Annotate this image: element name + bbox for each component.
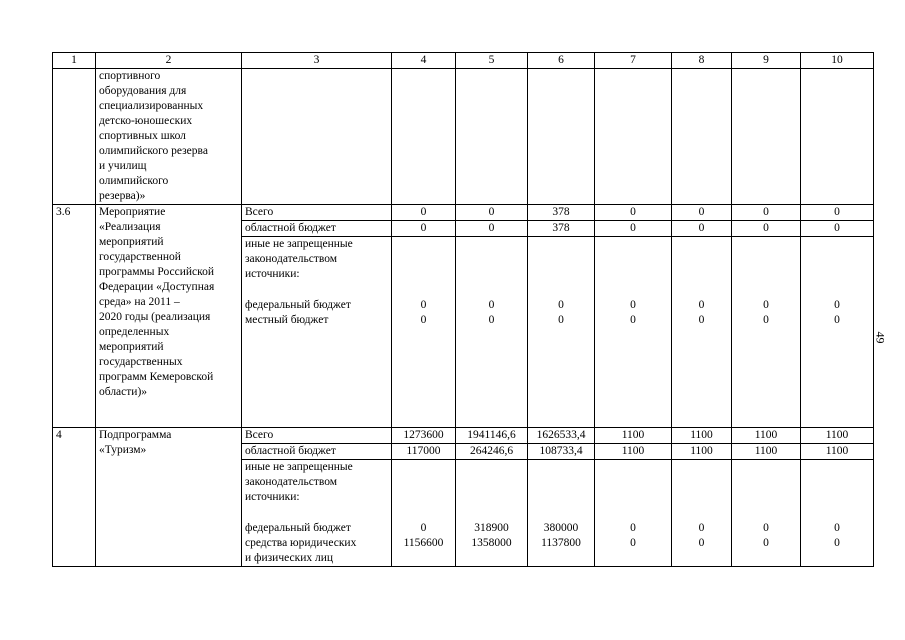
value: 0 — [630, 537, 636, 549]
value-cell — [392, 69, 456, 205]
source-cell — [242, 237, 392, 428]
source-line: местный бюджет — [245, 314, 329, 326]
row-number-cell: 4 — [53, 428, 96, 567]
table-row-continuation — [53, 69, 874, 205]
value: 0 — [834, 537, 840, 549]
value-cell: 0 — [801, 221, 874, 237]
value-cell — [801, 237, 874, 428]
name-line: 2020 годы (реализация — [99, 311, 211, 323]
value: 0 — [488, 299, 495, 311]
name-line: оборудования для — [99, 85, 187, 97]
source-label: областной бюджет — [242, 444, 392, 460]
value: 0 — [763, 314, 769, 326]
value-cell — [672, 460, 732, 567]
value: 0 — [834, 299, 840, 311]
value-cell — [672, 69, 732, 205]
value: 0 — [763, 537, 769, 549]
page-number: 49 — [873, 331, 888, 344]
value-cell: 1273600 — [392, 428, 456, 444]
value-cell — [801, 69, 874, 205]
source-label: Всего — [242, 205, 392, 221]
value-cell: 0 — [672, 205, 732, 221]
value-cell: 0 — [456, 221, 528, 237]
name-line: Мероприятие — [99, 206, 166, 218]
name-line: среда» на 2011 – — [99, 296, 180, 308]
source-line: законодательством — [245, 253, 338, 265]
header-cell: 2 — [96, 53, 242, 69]
name-line: резерва)» — [99, 190, 146, 202]
name-line: детско-юношеских — [99, 115, 193, 127]
value-cell: 1626533,4 — [528, 428, 595, 444]
header-cell: 1 — [53, 53, 96, 69]
value: 0 — [698, 299, 705, 311]
name-line: олимпийского — [99, 175, 169, 187]
value-cell — [528, 460, 595, 567]
program-name-cell — [96, 428, 242, 567]
name-line: государственных — [99, 356, 183, 368]
row-number-cell: 3.6 — [53, 205, 96, 428]
value-cell — [732, 69, 801, 205]
name-line: «Реализация — [99, 221, 161, 233]
spacer — [245, 282, 388, 298]
value-cell: 0 — [672, 221, 732, 237]
program-name-cell — [96, 69, 242, 205]
budget-table-wrapper — [52, 52, 874, 567]
name-line: мероприятий — [99, 236, 164, 248]
spacer — [245, 505, 388, 521]
value: 1156600 — [403, 537, 444, 549]
source-line: источники: — [245, 491, 300, 503]
value-cell — [672, 237, 732, 428]
value-cell: 1100 — [732, 444, 801, 460]
header-cell: 4 — [392, 53, 456, 69]
value-cell — [595, 69, 672, 205]
value: 0 — [558, 314, 564, 326]
program-name-cell — [96, 205, 242, 428]
value-cell: 0 — [392, 221, 456, 237]
value-cell: 1100 — [672, 444, 732, 460]
source-label: Всего — [242, 428, 392, 444]
value-cell: 1100 — [801, 428, 874, 444]
value-cell: 0 — [456, 205, 528, 221]
name-line: специализированных — [99, 100, 204, 112]
name-line: государственной — [99, 251, 181, 263]
source-line: иные не запрещенные — [245, 461, 353, 473]
value-cell: 0 — [801, 205, 874, 221]
value-cell: 117000 — [392, 444, 456, 460]
header-cell: 9 — [732, 53, 801, 69]
value-cell: 1941146,6 — [456, 428, 528, 444]
value: 0 — [698, 537, 705, 549]
source-line: федеральный бюджет — [245, 522, 351, 534]
header-cell: 7 — [595, 53, 672, 69]
value-cell: 0 — [732, 205, 801, 221]
table-row-3-6-total — [53, 205, 874, 221]
value-cell — [456, 69, 528, 205]
source-line: источники: — [245, 268, 300, 280]
value: 0 — [558, 299, 564, 311]
name-line: области)» — [99, 386, 148, 398]
value: 0 — [420, 299, 427, 311]
table-row-4-total — [53, 428, 874, 444]
name-line: олимпийского резерва — [99, 145, 208, 157]
budget-table — [52, 52, 874, 567]
value-cell — [732, 237, 801, 428]
value-cell: 0 — [595, 205, 672, 221]
value-cell: 378 — [528, 205, 595, 221]
source-line: иные не запрещенные — [245, 238, 353, 250]
value-cell — [528, 69, 595, 205]
value-cell: 0 — [392, 205, 456, 221]
value-cell: 1100 — [732, 428, 801, 444]
value: 0 — [420, 314, 427, 326]
value: 318900 — [474, 522, 509, 534]
value-cell: 1100 — [801, 444, 874, 460]
name-line: «Туризм» — [99, 444, 147, 456]
source-line: федеральный бюджет — [245, 299, 351, 311]
value-cell: 264246,6 — [456, 444, 528, 460]
value-cell — [801, 460, 874, 567]
source-cell — [242, 69, 392, 205]
header-cell: 10 — [801, 53, 874, 69]
value: 0 — [763, 299, 769, 311]
value: 0 — [630, 299, 636, 311]
name-line: Федерации «Доступная — [99, 281, 215, 293]
value: 0 — [630, 522, 636, 534]
value: 0 — [834, 522, 840, 534]
value-cell — [528, 237, 595, 428]
value-cell — [392, 237, 456, 428]
value-cell: 108733,4 — [528, 444, 595, 460]
name-line: программы Российской — [99, 266, 215, 278]
name-line: и училищ — [99, 160, 147, 172]
value-cell: 1100 — [595, 444, 672, 460]
value-cell: 0 — [595, 221, 672, 237]
value: 0 — [698, 314, 705, 326]
source-cell — [242, 460, 392, 567]
value: 0 — [420, 522, 427, 534]
name-line: Подпрограмма — [99, 429, 172, 441]
name-line: определенных — [99, 326, 170, 338]
value-cell — [595, 460, 672, 567]
name-line: спортивных школ — [99, 130, 186, 142]
header-cell: 3 — [242, 53, 392, 69]
row-number-cell — [53, 69, 96, 205]
value-cell — [392, 460, 456, 567]
value: 1137800 — [541, 537, 581, 549]
value: 0 — [698, 522, 705, 534]
value-cell — [456, 460, 528, 567]
value-cell: 0 — [732, 221, 801, 237]
name-line: спортивного — [99, 70, 161, 82]
value: 0 — [763, 522, 769, 534]
value: 380000 — [543, 522, 579, 534]
value-cell — [732, 460, 801, 567]
source-label: областной бюджет — [242, 221, 392, 237]
source-line: законодательством — [245, 476, 338, 488]
header-row — [53, 53, 874, 69]
value: 0 — [630, 314, 636, 326]
value-cell: 1100 — [672, 428, 732, 444]
value-cell — [456, 237, 528, 428]
source-line: и физических лиц — [245, 552, 334, 564]
header-cell: 6 — [528, 53, 595, 69]
name-line: мероприятий — [99, 341, 164, 353]
source-line: средства юридических — [245, 537, 357, 549]
value-cell — [595, 237, 672, 428]
value-cell: 1100 — [595, 428, 672, 444]
value: 0 — [488, 314, 495, 326]
header-cell: 8 — [672, 53, 732, 69]
value: 1358000 — [471, 537, 512, 549]
value-cell: 378 — [528, 221, 595, 237]
value: 0 — [834, 314, 840, 326]
header-cell: 5 — [456, 53, 528, 69]
name-line: программ Кемеровской — [99, 371, 214, 383]
